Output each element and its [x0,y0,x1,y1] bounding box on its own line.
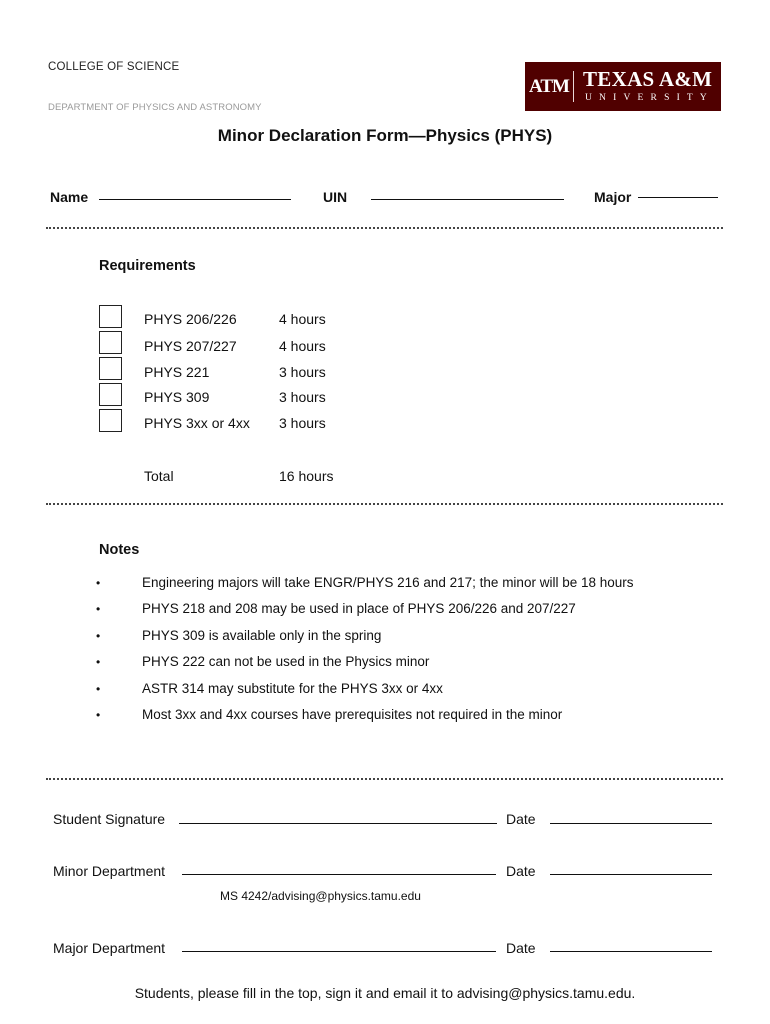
major-label: Major [594,189,632,205]
requirement-checkbox[interactable] [99,383,122,406]
logo-subname: UNIVERSITY [585,93,714,103]
major-date-line[interactable] [550,951,712,952]
atm-logo-icon: ATM [529,76,569,97]
requirement-hours: 4 hours [279,311,326,327]
dotted-divider [46,227,723,229]
dotted-divider [46,503,723,505]
minor-department-label: Minor Department [53,863,166,879]
list-item: PHYS 218 and 208 may be used in place of PHYS 206/226 and 207/227 [142,601,576,616]
requirement-checkbox[interactable] [99,357,122,380]
bullet-icon: • [96,602,101,616]
requirement-course: PHYS 221 [144,364,210,380]
logo-divider [573,71,574,102]
requirement-checkbox[interactable] [99,409,122,432]
major-department-label: Major Department [53,940,166,956]
requirement-course: PHYS 309 [144,389,210,405]
list-item: Most 3xx and 4xx courses have prerequisites not required in the minor [142,707,563,722]
uin-label: UIN [323,189,348,205]
bullet-icon: • [96,576,101,590]
requirement-checkbox[interactable] [99,331,122,354]
major-field-line[interactable] [638,197,718,198]
requirement-course: PHYS 206/226 [144,311,237,327]
requirement-hours: 3 hours [279,389,326,405]
bullet-icon: • [96,629,101,643]
notes-heading: Notes [99,542,140,558]
minor-department-line[interactable] [182,874,496,875]
list-item: PHYS 222 can not be used in the Physics minor [142,654,430,669]
student-signature-label: Student Signature [53,811,166,827]
requirement-course: PHYS 207/227 [144,338,237,354]
requirements-heading: Requirements [99,258,196,274]
minor-date-line[interactable] [550,874,712,875]
department-name: DEPARTMENT OF PHYSICS AND ASTRONOMY [48,102,262,113]
student-date-label: Date [506,811,536,827]
name-field-line[interactable] [99,199,291,200]
list-item: PHYS 309 is available only in the spring [142,628,382,643]
tamu-logo [525,62,721,111]
requirement-course: PHYS 3xx or 4xx [144,415,250,431]
total-label: Total [144,468,174,484]
bullet-icon: • [96,655,101,669]
dotted-divider [46,778,723,780]
requirement-hours: 3 hours [279,364,326,380]
major-date-label: Date [506,940,536,956]
student-signature-line[interactable] [179,823,497,824]
student-date-line[interactable] [550,823,712,824]
total-hours: 16 hours [279,468,334,484]
form-title: Minor Declaration Form—Physics (PHYS) [217,126,553,145]
requirement-hours: 4 hours [279,338,326,354]
bullet-icon: • [96,708,101,722]
list-item: ASTR 314 may substitute for the PHYS 3xx or 4xx [142,681,443,696]
logo-name: TEXAS A&M [583,67,713,91]
minor-date-label: Date [506,863,536,879]
footer-instructions: Students, please fill in the top, sign it and email it to advising@physics.tamu.edu. [134,985,636,1001]
major-department-line[interactable] [182,951,496,952]
list-item: Engineering majors will take ENGR/PHYS 216 and 217; the minor will be 18 hours [142,575,634,590]
contact-info: MS 4242/advising@physics.tamu.edu [220,889,421,903]
college-name: COLLEGE OF SCIENCE [48,61,180,73]
bullet-icon: • [96,682,101,696]
name-label: Name [50,189,89,205]
uin-field-line[interactable] [371,199,564,200]
requirement-checkbox[interactable] [99,305,122,328]
requirement-hours: 3 hours [279,415,326,431]
